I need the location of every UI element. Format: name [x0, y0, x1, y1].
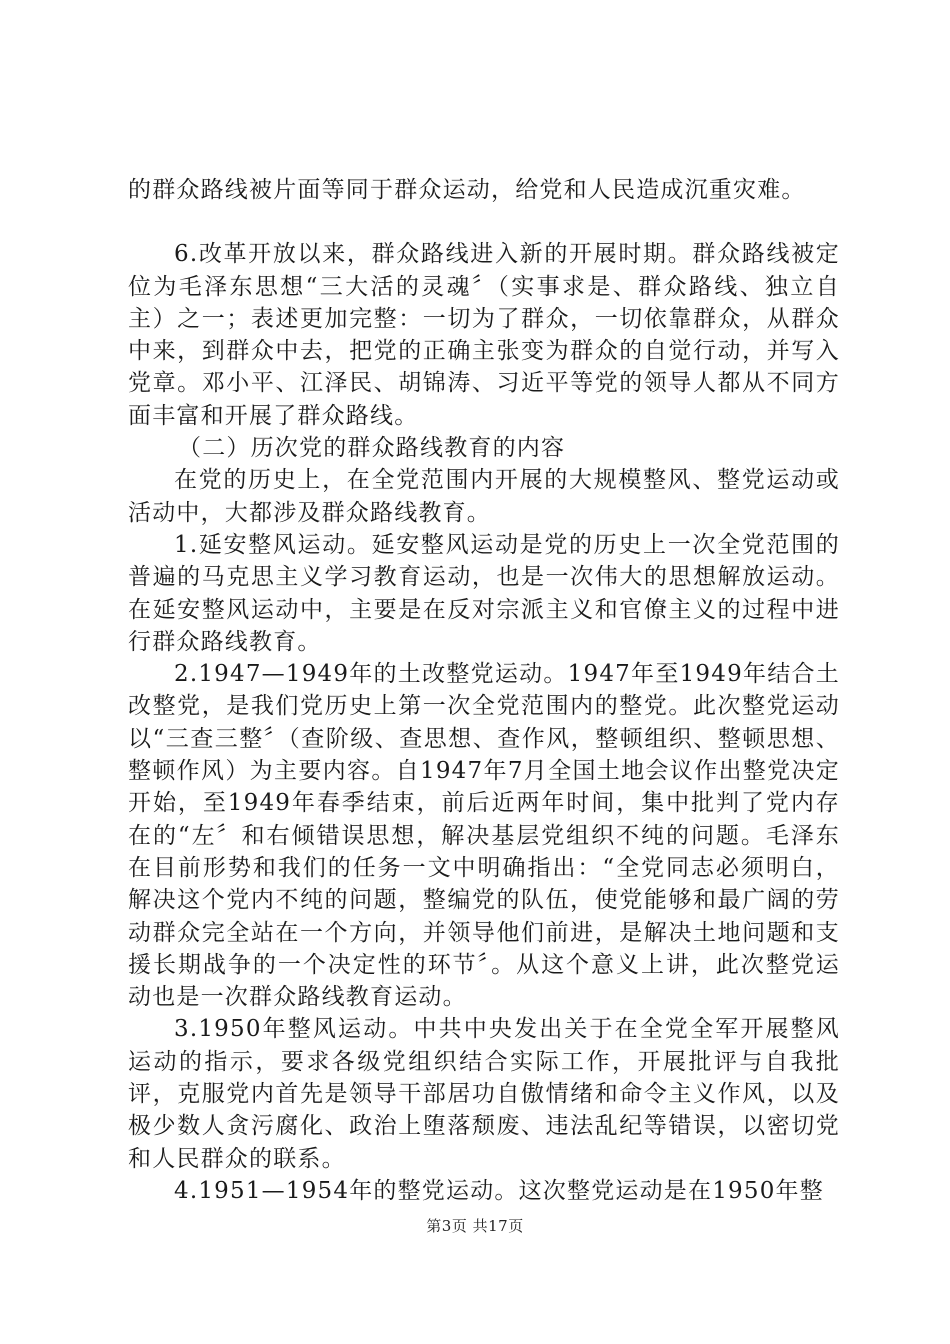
paragraph-item-4: 4.1951—1954年的整党运动。这次整党运动是在1950年整 [174, 1177, 824, 1204]
document-body [128, 174, 840, 1207]
paragraph-item-1: 1.延安整风运动。延安整风运动是党的历史上一次全党范围的普遍的马克思主义学习教育运动，也是一次伟大的思想解放运动。在延安整风运动中，主要是在反对宗派主义和官僚主义的过程中进行群众路线教育。 [128, 531, 840, 655]
paragraph-intro: 在党的历史上，在全党范围内开展的大规模整风、整党运动或活动中，大都涉及群众路线教育。 [128, 467, 840, 526]
paragraph-item-3: 3.1950年整风运动。中共中央发出关于在全党全军开展整风运动的指示，要求各级党组织结合实际工作，开展批评与自我批评，克服党内首先是领导干部居功自傲情绪和命令主义作风，以及极少数人贪污腐化、政治上堕落颓废、违法乱纪等错误，以密切党和人民群众的联系。 [128, 1016, 840, 1172]
page-number-footer: 第3页 共17页 [426, 1217, 524, 1235]
paragraph-item-6: 6.改革开放以来，群众路线进入新的开展时期。群众路线被定位为毛泽东思想“三大活的灵魂〞（实事求是、群众路线、独立自主）之一；表述更加完整：一切为了群众，一切依靠群众，从群众中来，到群众中去，把党的正确主张变为群众的自觉行动，并写入党章。邓小平、江泽民、胡锦涛、习近平等党的领导人都从不同方面丰富和开展了群众路线。 [128, 241, 840, 429]
section-heading: （二）历次党的群众路线教育的内容 [178, 435, 566, 462]
paragraph-item-2: 2.1947—1949年的土改整党运动。1947年至1949年结合土改整党，是我们党历史上第一次全党范围内的整党。此次整党运动以“三查三整〞（查阶级、查思想、查作风，整顿组织、整顿思想、整顿作风）为主要内容。自1947年7月全国土地会议作出整党决定开始，至1949年春季结束，前后近两年时间，集中批判了党内存在的“左〞和右倾错误思想，解决基层党组织不纯的问题。毛泽东在目前形势和我们的任务一文中明确指出：“全党同志必须明白，解决这个党内不纯的问题，整编党的队伍，使党能够和最广阔的劳动群众完全站在一个方向，并领导他们前进，是解决土地问题和支援长期战争的一个决定性的环节〞。从这个意义上讲，此次整党运动也是一次群众路线教育运动。 [128, 661, 840, 1011]
paragraph-continuation: 的群众路线被片面等同于群众运动，给党和人民造成沉重灾难。 [128, 177, 806, 203]
